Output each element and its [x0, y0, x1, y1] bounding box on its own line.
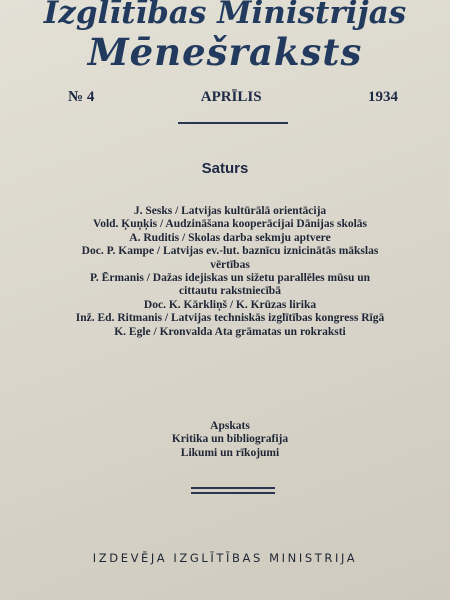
- masthead: [0, 0, 450, 72]
- sections-list: [0, 420, 450, 460]
- publisher-imprint: IZDEVĒJA IZGLĪTĪBAS MINISTRIJA: [92, 551, 358, 565]
- issue-info: [68, 89, 398, 106]
- double-divider-rule: [191, 487, 275, 495]
- contents-entry: P. Ērmanis / Dažas idejiskas un sižetu parallēles mūsu un cittautu rakstniecībā: [89, 272, 371, 298]
- contents-list: [70, 205, 390, 339]
- issue-month: APRĪLIS: [200, 89, 262, 105]
- contents-entry: Doc. K. Kārkliņš / K. Krūzas lirika: [143, 298, 317, 311]
- contents-entry: Vold. Ķuņķis / Audzināšana kooperācijai Dānijas skolās: [92, 218, 368, 231]
- contents-entry: J. Sesks / Latvijas kultūrālā orientācija: [133, 205, 327, 217]
- section-item: Likumi un rīkojumi: [180, 446, 280, 459]
- contents-entry: Inž. Ed. Ritmanis / Latvijas techniskās izglītības kongress Rīgā: [75, 312, 385, 325]
- issue-year: 1934: [368, 89, 398, 105]
- section-item: Apskats: [210, 420, 250, 432]
- section-item: Kritika un bibliografija: [171, 433, 289, 446]
- contents-heading: Saturs: [201, 160, 249, 177]
- rule-line: [191, 492, 275, 494]
- divider-rule: [178, 122, 288, 124]
- issue-number: № 4: [68, 89, 95, 105]
- rule-line: [191, 487, 275, 489]
- contents-entry: Doc. P. Kampe / Latvijas ev.-lut. baznīcu iznicinātās mākslas vērtības: [81, 245, 379, 271]
- masthead-line-2: Mēnešraksts: [87, 30, 363, 74]
- contents-entry: K. Egle / Kronvalda Ata grāmatas un rokraksti: [114, 325, 346, 338]
- contents-entry: A. Ruditis / Skolas darba sekmju aptvere: [129, 231, 331, 244]
- masthead-line-1: Izglītības Ministrijas: [43, 0, 407, 31]
